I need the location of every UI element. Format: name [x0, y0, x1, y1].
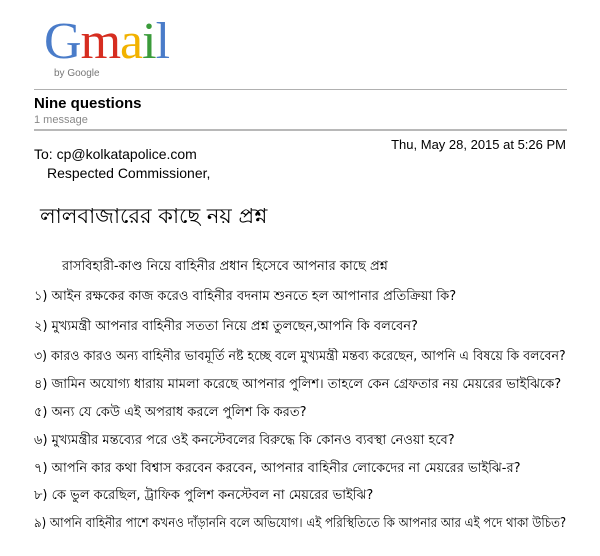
question-2: ২) মুখ্যমন্ত্রী আপনার বাহিনীর সততা নিয়ে প্রশ্ন তুলছেন,আপনি কি বলবেন? — [34, 319, 418, 334]
question-5: ৫) অন্য যে কেউ এই অপরাধ করলে পুলিশ কি করত? — [34, 405, 307, 420]
recipient-line: To: cp@kolkatapolice.com — [34, 146, 197, 162]
question-6: ৬) মুখ্যমন্ত্রীর মন্তব্যের পরে ওই কনস্টেবলের বিরুদ্ধে কি কোনও ব্যবস্থা নেওয়া হবে? — [34, 433, 455, 448]
gmail-wordmark — [44, 14, 169, 70]
question-1: ১) আইন রক্ষকের কাজ করেও বাহিনীর বদনাম শুনতে হল আপানার প্রতিক্রিয়া কি? — [34, 289, 457, 304]
logo-letter-g: G — [44, 13, 81, 70]
logo-letter-l: l — [155, 13, 170, 70]
message-intro: রাসবিহারী-কাণ্ড নিয়ে বাহিনীর প্রধান হিসেবে আপনার কাছে প্রশ্ন — [62, 259, 388, 274]
logo-letter-i: i — [142, 13, 156, 70]
question-7: ৭) আপনি কার কথা বিশ্বাস করবেন করবেন, আপনার বাহিনীর লোকেদের না মেয়রের ভাইঝি-র? — [34, 461, 521, 476]
logo-letter-a: a — [120, 13, 143, 70]
header-divider — [34, 89, 567, 90]
logo-byline: by Google — [54, 68, 100, 79]
message-headline: লালবাজারের কাছে নয় প্রশ্ন — [40, 204, 268, 228]
question-4: ৪) জামিন অযোগ্য ধারায় মামলা করেছে আপনার পুলিশ। তাহলে কেন গ্রেফতার নয় মেয়রের ভাইঝিকে? — [34, 377, 562, 392]
gmail-logo[interactable] — [44, 14, 194, 80]
message-date: Thu, May 28, 2015 at 5:26 PM — [391, 137, 566, 152]
greeting: Respected Commissioner, — [47, 165, 211, 181]
message-count: 1 message — [34, 114, 88, 126]
question-3: ৩) কারও কারও অন্য বাহিনীর ভাবমূর্তি নষ্ট হচ্ছে বলে মুখ্যমন্ত্রী মন্তব্য করেছেন, আপনি এ বিষয়ে কি বলবেন? — [34, 349, 566, 364]
question-9: ৯) আপনি বাহিনীর পাশে কখনও দাঁড়াননি বলে অভিযোগ। এই পরিস্থিতিতে কি আপনার আর এই পদে থাকা উচিত? — [34, 516, 567, 531]
subject-divider — [34, 129, 567, 131]
message-subject: Nine questions — [34, 95, 142, 112]
question-8: ৮) কে ভুল করেছিল, ট্রাফিক পুলিশ কনস্টেবল না মেয়রের ভাইঝি? — [34, 488, 374, 503]
logo-letter-m: m — [80, 13, 121, 70]
